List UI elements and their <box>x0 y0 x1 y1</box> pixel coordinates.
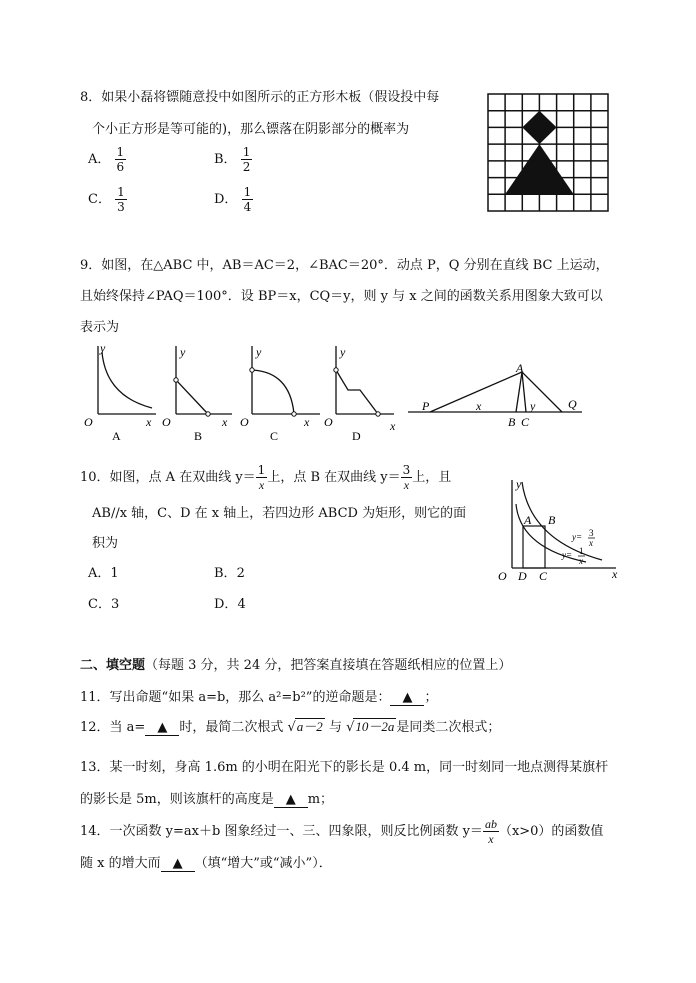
axis-y-label: y <box>100 342 106 355</box>
graph-label-b: B <box>194 429 203 442</box>
svg-text:D: D <box>518 569 527 583</box>
q14-line2: 随 x 的增大而 ▲ （填“增大”或“减小”）． <box>80 856 332 871</box>
origin-label: O <box>84 415 93 429</box>
axis-x-label: x <box>390 419 396 433</box>
q12-answer-blank[interactable]: ▲ <box>145 720 179 736</box>
segment-y-label: y <box>530 399 536 413</box>
svg-text:O: O <box>498 569 507 583</box>
q9-triangle-figure <box>404 360 586 430</box>
graph-label-c: C <box>270 429 279 442</box>
q9-line1: 9．如图，在△ABC 中，AB＝AC＝2，∠BAC＝20°．动点 P，Q 分别在直线 BC 上运动， <box>80 258 609 273</box>
axis-x-label: x <box>222 415 228 429</box>
svg-text:x: x <box>589 538 593 548</box>
origin-label: O <box>324 415 333 429</box>
point-a-label: A <box>516 361 524 375</box>
axis-x-label: x <box>146 415 152 429</box>
q9-line3: 表示为 <box>80 320 120 335</box>
q10-line1: 10．如图，点 A 在双曲线 y＝ $\frac{1}{x}$ 上，点 B 在双曲线 y＝ $\frac{3}{x}$ 上，且 <box>80 463 452 492</box>
q10-line3: 积为 <box>92 536 119 551</box>
q11-answer-blank[interactable]: ▲ <box>390 690 424 706</box>
segment-x-label: x <box>476 399 482 413</box>
shaded-diamond <box>522 111 556 144</box>
origin-label: O <box>240 415 249 429</box>
dartboard-figure <box>486 92 612 214</box>
q9-graph-c[interactable] <box>238 342 328 442</box>
q14-answer-blank[interactable]: ▲ <box>161 856 195 872</box>
svg-text:x: x <box>612 567 618 581</box>
q13-line2: 的影长是 5m，则该旗杆的高度是 ▲ m； <box>80 792 334 807</box>
q10-hyperbola-figure <box>494 474 624 584</box>
svg-text:y=: y= <box>562 550 573 560</box>
q8-option-a[interactable]: A． $\frac{1}{6}$ <box>88 145 125 174</box>
section-2-heading: 二、填空题（每题 3 分，共 24 分，把答案直接填在答题纸相应的位置上） <box>80 658 512 673</box>
q13-answer-blank[interactable]: ▲ <box>274 792 308 808</box>
point-q-label: Q <box>568 397 577 411</box>
origin-label: O <box>162 415 171 429</box>
point-p-label: P <box>422 399 430 413</box>
q8-line1: 8．如果小磊将镖随意投中如图所示的正方形木板（假设投中每 <box>80 90 440 105</box>
q10-option-a[interactable]: A．1 <box>88 566 119 581</box>
svg-text:3: 3 <box>589 528 594 538</box>
q8-option-d[interactable]: D． $\frac{1}{4}$ <box>214 185 252 214</box>
q10-option-d[interactable]: D．4 <box>214 597 246 612</box>
graph-label-d: D <box>352 429 361 442</box>
axis-y-label: y <box>180 345 186 359</box>
q9-line2: 且始终保持∠PAQ＝100°．设 BP＝x，CQ＝y，则 y 与 x 之间的函数关系用图象大致可以 <box>80 289 603 304</box>
svg-text:A: A <box>524 513 532 527</box>
svg-text:y=: y= <box>572 532 583 542</box>
svg-text:C: C <box>539 569 548 583</box>
q9-graph-d[interactable] <box>322 342 404 442</box>
q9-graph-a[interactable] <box>80 342 160 442</box>
q10-option-c[interactable]: C．3 <box>88 597 120 612</box>
q13-line1: 13．某一时刻，身高 1.6m 的小明在阳光下的影长是 0.4 m，同一时刻同一地点测得某旗杆 <box>80 760 609 775</box>
svg-text:x: x <box>579 556 583 566</box>
q8-option-c[interactable]: C． $\frac{1}{3}$ <box>88 185 125 214</box>
q12: 12．当 a= ▲ 时，最简二次根式 √a－2 与 √10－2a 是同类二次根式； <box>80 719 501 735</box>
graph-label-a: A <box>112 429 121 442</box>
q8-line2: 个小正方形是等可能的)，那么镖落在阴影部分的概率为 <box>92 122 410 137</box>
axis-y-label: y <box>256 345 262 359</box>
svg-text:y: y <box>516 477 522 491</box>
svg-text:B: B <box>548 513 556 527</box>
q9-graph-b[interactable] <box>160 342 240 442</box>
q10-option-b[interactable]: B．2 <box>214 566 245 581</box>
svg-text:1: 1 <box>579 546 584 556</box>
q11: 11．写出命题“如果 a=b，那么 a²=b²”的逆命题是： ▲ ； <box>80 690 438 705</box>
q14-line1: 14．一次函数 y=ax＋b 图象经过一、三、四象限，则反比例函数 y＝ $\frac{ab}{x}$ （x>0）的函数值 <box>80 817 604 846</box>
q10-line2: AB//x 轴，C、D 在 x 轴上，若四边形 ABCD 为矩形，则它的面 <box>92 506 467 521</box>
shaded-triangle <box>505 144 574 194</box>
q8-option-b[interactable]: B． $\frac{1}{2}$ <box>214 145 251 174</box>
axis-x-label: x <box>304 415 310 429</box>
point-b-label: B <box>508 415 516 429</box>
axis-y-label: y <box>340 345 346 359</box>
point-c-label: C <box>521 415 530 429</box>
